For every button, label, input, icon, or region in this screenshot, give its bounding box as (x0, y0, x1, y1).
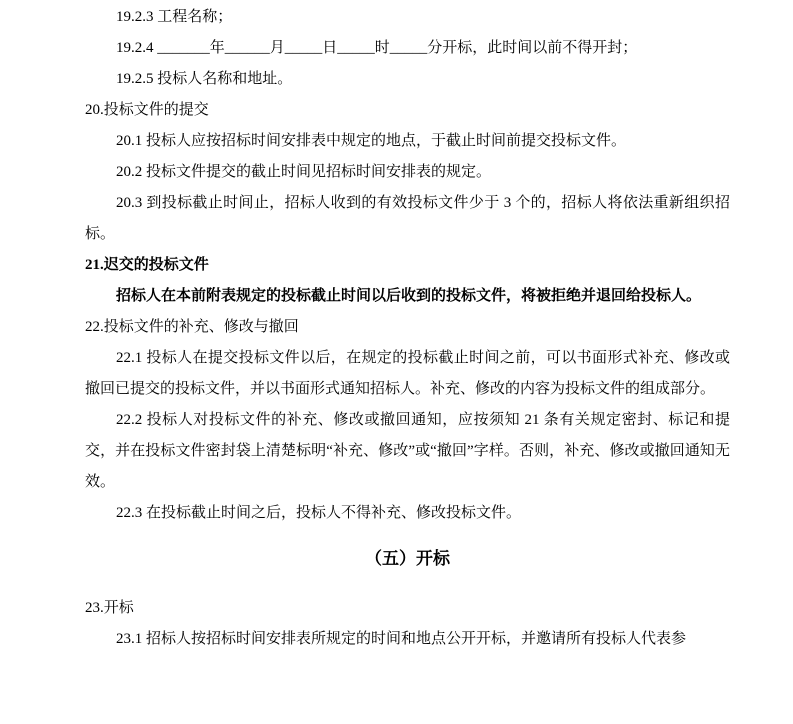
section-23-heading: 23.开标 (85, 600, 134, 616)
clause-19-2-4: 19.2.4 _______年______月_____日_____时_____分开标，此时间以前不得开封； (116, 40, 638, 56)
clause-22-2: 22.2 投标人对投标文件的补充、修改或撤回通知，应按须知 21 条有关规定密封、标记和提交，并在投标文件密封袋上清楚标明“补充、修改”或“撤回”字样。否则，补充、修改或撤回通知无效。 (85, 412, 730, 490)
section-20-heading: 20.投标文件的提交 (85, 102, 209, 118)
clause-19-2-5: 19.2.5 投标人名称和地址。 (116, 71, 293, 87)
clause-23-1: 23.1 招标人按招标时间安排表所规定的时间和地点公开开标，并邀请所有投标人代表参 (116, 631, 687, 647)
clause-20-1: 20.1 投标人应按招标时间安排表中规定的地点，于截止时间前提交投标文件。 (116, 133, 627, 149)
clause-19-2-3: 19.2.3 工程名称； (116, 9, 233, 25)
clause-22-1: 22.1 投标人在提交投标文件以后，在规定的投标截止时间之前，可以书面形式补充、修改或撤回已提交的投标文件，并以书面形式通知招标人。补充、修改的内容为投标文件的组成部分。 (85, 350, 730, 397)
section-22-heading: 22.投标文件的补充、修改与撤回 (85, 319, 299, 335)
clause-20-3: 20.3 到投标截止时间止，招标人收到的有效投标文件少于 3 个的，招标人将依法重新组织招标。 (85, 195, 730, 242)
section-21-heading: 21.迟交的投标文件 (85, 257, 209, 273)
chapter-5-heading: （五）开标 (365, 549, 450, 568)
clause-20-2: 20.2 投标文件提交的截止时间见招标时间安排表的规定。 (116, 164, 492, 180)
clause-22-3: 22.3 在投标截止时间之后，投标人不得补充、修改投标文件。 (116, 505, 522, 521)
late-bid-notice: 招标人在本前附表规定的投标截止时间以后收到的投标文件，将被拒绝并退回给投标人。 (116, 288, 702, 304)
